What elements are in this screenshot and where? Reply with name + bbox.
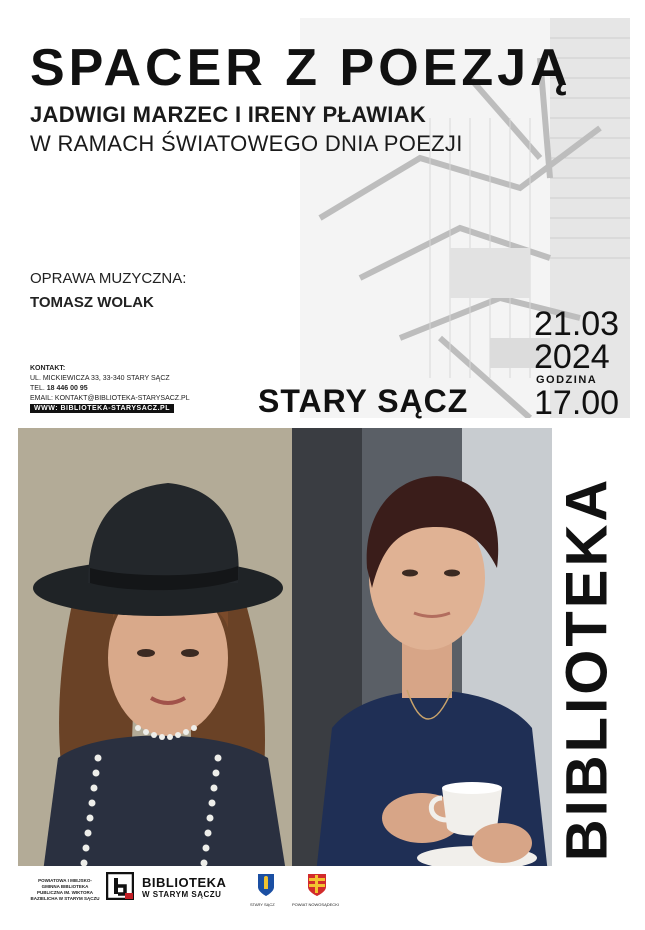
contact-phone	[30, 384, 190, 394]
crest2-label: POWIAT NOWOSĄDECKI	[292, 902, 339, 907]
event-hour: 17.00	[534, 384, 620, 422]
event-year: 2024	[534, 338, 610, 376]
portrait-painting-image	[18, 428, 292, 910]
music-performer: TOMASZ WOLAK	[30, 294, 154, 311]
event-occasion: W RAMACH ŚWIATOWEGO DNIA POEZJI	[30, 131, 463, 156]
library-subname: W STARYM SĄCZU	[142, 890, 222, 899]
vertical-label: BIBLIOTEKA	[554, 476, 620, 862]
hour-label: GODZINA	[536, 374, 598, 386]
portrait-jadwiga-marzec	[18, 428, 292, 910]
stary-sacz-crest-icon	[257, 873, 275, 897]
event-authors: JADWIGI MARZEC I IRENY PŁAWIAK	[30, 102, 427, 127]
library-name: BIBLIOTEKA	[142, 875, 227, 890]
phone-number[interactable]: 18 446 00 95	[46, 385, 88, 392]
event-title: SPACER Z POEZJĄ	[30, 39, 572, 97]
portrait-irena-plawiak	[292, 428, 552, 910]
portrait-photo-image	[292, 428, 552, 910]
music-label: OPRAWA MUZYCZNA:	[30, 270, 187, 287]
vertical-label-block	[552, 428, 622, 910]
event-date: 21.03	[534, 305, 620, 343]
event-place: STARY SĄCZ	[258, 383, 469, 419]
contact-block	[30, 364, 190, 404]
library-full-name: POWIATOWA I MIEJSKO-GMINNA BIBLIOTEKA PUBLICZNA IM. WIKTORA BAZIELICHA W STARYM SĄCZU	[30, 878, 100, 901]
crest1-label: STARY SĄCZ	[250, 902, 275, 907]
contact-heading: KONTAKT:	[30, 365, 66, 372]
library-logo-icon	[106, 872, 134, 900]
powiat-crest-icon	[307, 873, 327, 897]
contact-address: UL. MICKIEWICZA 33, 33-340 STARY SĄCZ	[30, 375, 170, 382]
contact-email[interactable]: EMAIL: KONTAKT@BIBLIOTEKA-STARYSACZ.PL	[30, 395, 190, 402]
phone-prefix: TEL.	[30, 385, 45, 392]
website-link[interactable]: WWW: BIBLIOTEKA-STARYSACZ.PL	[30, 404, 174, 413]
